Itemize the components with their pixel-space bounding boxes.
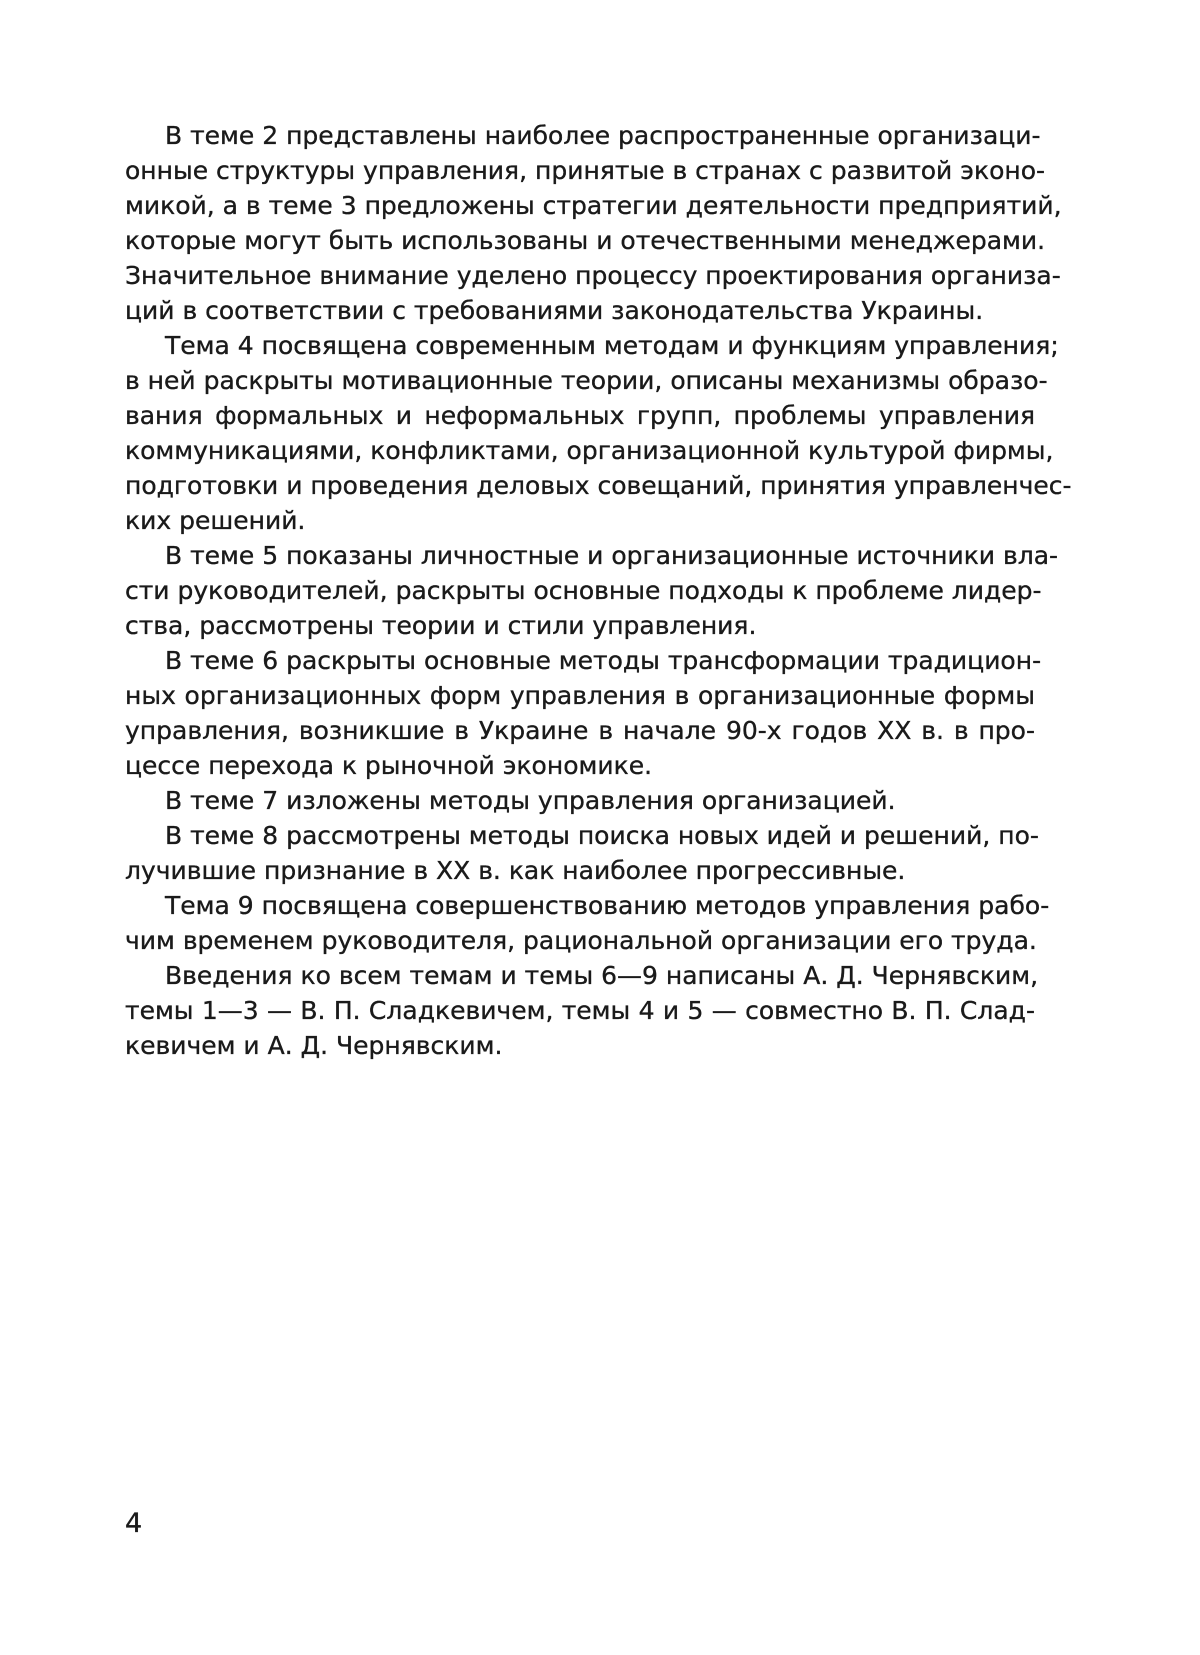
text-line: коммуникациями, конфликтами, организационной культурой фирмы, — [125, 436, 1054, 465]
text-line: в ней раскрыты мотивационные теории, описаны механизмы образо- — [125, 366, 1048, 395]
text-line: В теме 8 рассмотрены методы поиска новых идей и решений, по- — [165, 821, 1039, 850]
text-line: темы 1—3 — В. П. Сладкевичем, темы 4 и 5 — совместно В. П. Слад- — [125, 996, 1035, 1025]
paragraph — [125, 643, 1042, 783]
text-line: онные структуры управления, принятые в странах с развитой эконо- — [125, 156, 1046, 185]
text-line: вания формальных и неформальных групп, проблемы управления — [125, 401, 1035, 430]
text-line: микой, а в теме 3 предложены стратегии деятельности предприятий, — [125, 191, 1062, 220]
paragraph — [125, 783, 1035, 818]
text-line: ных организационных форм управления в организационные формы — [125, 681, 1035, 710]
text-line: подготовки и проведения деловых совещаний, принятия управленчес- — [125, 471, 1072, 500]
body-text — [125, 118, 1072, 1063]
text-line: цессе перехода к рыночной экономике. — [125, 751, 653, 780]
text-line: Тема 4 посвящена современным методам и функциям управления; — [165, 331, 1059, 360]
text-line: лучившие признание в XX в. как наиболее прогрессивные. — [125, 856, 906, 885]
text-line: ций в соответствии с требованиями законодательства Украины. — [125, 296, 984, 325]
text-line: В теме 7 изложены методы управления организацией. — [165, 786, 896, 815]
text-line: В теме 2 представлены наиболее распространенные организаци- — [165, 121, 1041, 150]
text-line: В теме 5 показаны личностные и организационные источники вла- — [165, 541, 1059, 570]
text-line: В теме 6 раскрыты основные методы трансформации традицион- — [165, 646, 1042, 675]
paragraph — [125, 958, 1039, 1063]
text-line: Значительное внимание уделено процессу проектирования организа- — [125, 261, 1061, 290]
paragraph — [125, 888, 1050, 958]
paragraph — [125, 328, 1072, 538]
text-line: которые могут быть использованы и отечественными менеджерами. — [125, 226, 1046, 255]
text-line: сти руководителей, раскрыты основные подходы к проблеме лидер- — [125, 576, 1042, 605]
text-line: ких решений. — [125, 506, 306, 535]
text-line: чим временем руководителя, рациональной организации его труда. — [125, 926, 1037, 955]
text-line: ства, рассмотрены теории и стили управления. — [125, 611, 757, 640]
paragraph — [125, 118, 1062, 328]
text-line: управления, возникшие в Украине в начале 90-х годов XX в. в про- — [125, 716, 1035, 745]
text-line: Введения ко всем темам и темы 6—9 написаны А. Д. Чернявским, — [165, 961, 1039, 990]
paragraph — [125, 818, 1039, 888]
paragraph — [125, 538, 1059, 643]
text-line: Тема 9 посвящена совершенствованию методов управления рабо- — [165, 891, 1050, 920]
page-number: 4 — [125, 1508, 143, 1539]
text-line: кевичем и А. Д. Чернявским. — [125, 1031, 503, 1060]
